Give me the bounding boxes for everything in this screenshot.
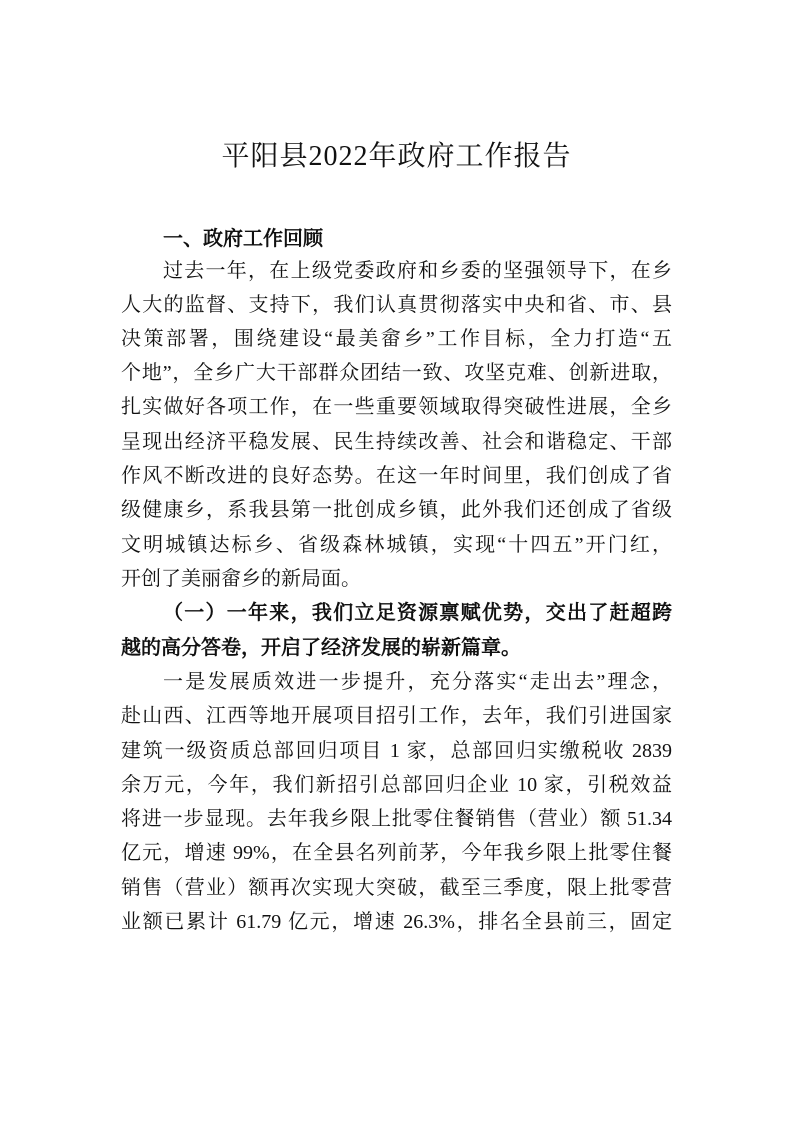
- paragraph-line: 业额已累计 61.79 亿元，增速 26.3%，排名全县前三，固定: [121, 911, 672, 933]
- paragraph-line: 决策部署，围绕建设“最美畲乡”工作目标，全力打造“五: [121, 328, 672, 350]
- paragraph-line: 销售（营业）额再次实现大突破，截至三季度，限上批零营: [121, 877, 672, 899]
- paragraph-line: 个地”，全乡广大干部群众团结一致、攻坚克难、创新进取，: [121, 362, 672, 384]
- paragraph-line: 将进一步显现。去年我乡限上批零住餐销售（营业）额 51.34: [121, 808, 672, 830]
- paragraph-line: 一是发展质效进一步提升，充分落实“走出去”理念，: [163, 671, 672, 693]
- paragraph-line: 人大的监督、支持下，我们认真贯彻落实中央和省、市、县: [121, 294, 672, 316]
- paragraph-line: 余万元，今年，我们新招引总部回归企业 10 家，引税效益: [121, 774, 672, 796]
- subheading-line: 越的高分答卷，开启了经济发展的崭新篇章。: [121, 637, 521, 659]
- paragraph-line: 过去一年，在上级党委政府和乡委的坚强领导下，在乡: [163, 260, 672, 282]
- paragraph-line: 建筑一级资质总部回归项目 1 家，总部回归实缴税收 2839: [121, 740, 672, 762]
- paragraph-line: 级健康乡，系我县第一批创成乡镇，此外我们还创成了省级: [121, 499, 672, 521]
- paragraph-line: 文明城镇达标乡、省级森林城镇，实现“十四五”开门红，: [121, 534, 672, 556]
- paragraph-line: 呈现出经济平稳发展、民生持续改善、社会和谐稳定、干部: [121, 431, 672, 453]
- paragraph-line: 亿元，增速 99%，在全县名列前茅，今年我乡限上批零住餐: [121, 842, 672, 864]
- section-heading: 一、政府工作回顾: [163, 226, 323, 250]
- document-title: 平阳县2022年政府工作报告: [221, 141, 572, 172]
- subheading-line: （一）一年来，我们立足资源禀赋优势，交出了赶超跨: [163, 602, 672, 624]
- paragraph-line: 作风不断改进的良好态势。在这一年时间里，我们创成了省: [121, 465, 672, 487]
- paragraph-line: 赴山西、江西等地开展项目招引工作，去年，我们引进国家: [121, 705, 672, 727]
- paragraph-line: 开创了美丽畲乡的新局面。: [121, 568, 361, 590]
- paragraph-line: 扎实做好各项工作，在一些重要领域取得突破性进展，全乡: [121, 396, 672, 418]
